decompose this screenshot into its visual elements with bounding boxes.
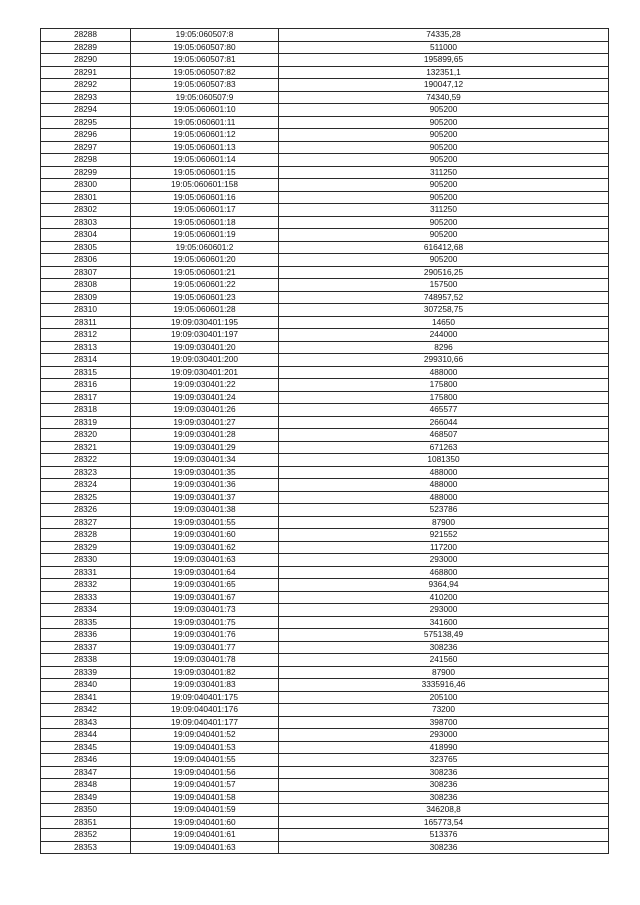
row-number-cell: 28349	[41, 791, 131, 804]
table-row	[41, 316, 609, 329]
row-number-cell: 28304	[41, 229, 131, 242]
row-number-cell: 28342	[41, 704, 131, 717]
row-number-cell: 28328	[41, 529, 131, 542]
table-row	[41, 129, 609, 142]
table-row	[41, 416, 609, 429]
row-number-cell: 28294	[41, 104, 131, 117]
value-cell: 308236	[279, 779, 609, 792]
row-number-cell: 28295	[41, 116, 131, 129]
value-cell: 175800	[279, 379, 609, 392]
table-row	[41, 66, 609, 79]
value-cell: 307258,75	[279, 304, 609, 317]
row-number-cell: 28333	[41, 591, 131, 604]
table-row	[41, 716, 609, 729]
cadastral-number-cell: 19:09:030401:26	[131, 404, 279, 417]
table-row	[41, 641, 609, 654]
table-row	[41, 354, 609, 367]
value-cell: 241560	[279, 654, 609, 667]
row-number-cell: 28325	[41, 491, 131, 504]
row-number-cell: 28321	[41, 441, 131, 454]
value-cell: 341600	[279, 616, 609, 629]
row-number-cell: 28338	[41, 654, 131, 667]
table-row	[41, 754, 609, 767]
value-cell: 87900	[279, 516, 609, 529]
cadastral-number-cell: 19:05:060601:18	[131, 216, 279, 229]
table-row	[41, 91, 609, 104]
row-number-cell: 28331	[41, 566, 131, 579]
table-row	[41, 166, 609, 179]
row-number-cell: 28311	[41, 316, 131, 329]
table-row	[41, 579, 609, 592]
cadastral-number-cell: 19:05:060601:17	[131, 204, 279, 217]
row-number-cell: 28323	[41, 466, 131, 479]
table-row	[41, 229, 609, 242]
table-row	[41, 154, 609, 167]
value-cell: 266044	[279, 416, 609, 429]
cadastral-number-cell: 19:09:030401:34	[131, 454, 279, 467]
table-row	[41, 429, 609, 442]
cadastral-number-cell: 19:05:060601:15	[131, 166, 279, 179]
row-number-cell: 28307	[41, 266, 131, 279]
table-row	[41, 29, 609, 42]
table-row	[41, 504, 609, 517]
table-row	[41, 41, 609, 54]
table-row	[41, 829, 609, 842]
cadastral-number-cell: 19:09:030401:200	[131, 354, 279, 367]
cadastral-number-cell: 19:05:060601:12	[131, 129, 279, 142]
value-cell: 468800	[279, 566, 609, 579]
value-cell: 905200	[279, 216, 609, 229]
cadastral-number-cell: 19:09:030401:35	[131, 466, 279, 479]
cadastral-number-cell: 19:05:060601:22	[131, 279, 279, 292]
row-number-cell: 28344	[41, 729, 131, 742]
cadastral-number-cell: 19:09:030401:60	[131, 529, 279, 542]
cadastral-number-cell: 19:05:060601:11	[131, 116, 279, 129]
cadastral-number-cell: 19:09:030401:27	[131, 416, 279, 429]
table-row	[41, 54, 609, 67]
table-row	[41, 454, 609, 467]
cadastral-number-cell: 19:05:060601:23	[131, 291, 279, 304]
cadastral-number-cell: 19:09:030401:62	[131, 541, 279, 554]
table-row	[41, 741, 609, 754]
table-row	[41, 541, 609, 554]
value-cell: 671263	[279, 441, 609, 454]
table-row	[41, 179, 609, 192]
table-row	[41, 516, 609, 529]
value-cell: 905200	[279, 179, 609, 192]
table-row	[41, 841, 609, 854]
cadastral-number-cell: 19:09:030401:201	[131, 366, 279, 379]
table-row	[41, 679, 609, 692]
value-cell: 74340,59	[279, 91, 609, 104]
cadastral-number-cell: 19:05:060601:21	[131, 266, 279, 279]
table-row	[41, 491, 609, 504]
row-number-cell: 28314	[41, 354, 131, 367]
value-cell: 190047,12	[279, 79, 609, 92]
row-number-cell: 28337	[41, 641, 131, 654]
table-row	[41, 141, 609, 154]
row-number-cell: 28293	[41, 91, 131, 104]
table-row	[41, 104, 609, 117]
cadastral-number-cell: 19:05:060601:10	[131, 104, 279, 117]
row-number-cell: 28330	[41, 554, 131, 567]
table-row	[41, 779, 609, 792]
table-row	[41, 466, 609, 479]
row-number-cell: 28310	[41, 304, 131, 317]
cadastral-number-cell: 19:05:060507:8	[131, 29, 279, 42]
cadastral-number-cell: 19:09:040401:59	[131, 804, 279, 817]
cadastral-number-cell: 19:05:060601:19	[131, 229, 279, 242]
value-cell: 1081350	[279, 454, 609, 467]
cadastral-number-cell: 19:09:040401:55	[131, 754, 279, 767]
cadastral-number-cell: 19:09:030401:82	[131, 666, 279, 679]
cadastral-number-cell: 19:05:060507:83	[131, 79, 279, 92]
table-row	[41, 529, 609, 542]
row-number-cell: 28346	[41, 754, 131, 767]
table-row	[41, 204, 609, 217]
row-number-cell: 28336	[41, 629, 131, 642]
cadastral-number-cell: 19:09:030401:38	[131, 504, 279, 517]
value-cell: 308236	[279, 791, 609, 804]
value-cell: 117200	[279, 541, 609, 554]
row-number-cell: 28347	[41, 766, 131, 779]
value-cell: 513376	[279, 829, 609, 842]
cadastral-number-cell: 19:09:040401:60	[131, 816, 279, 829]
value-cell: 87900	[279, 666, 609, 679]
table-row	[41, 366, 609, 379]
cadastral-number-cell: 19:09:030401:37	[131, 491, 279, 504]
cadastral-number-cell: 19:09:040401:58	[131, 791, 279, 804]
table-row	[41, 279, 609, 292]
row-number-cell: 28290	[41, 54, 131, 67]
value-cell: 346208,8	[279, 804, 609, 817]
value-cell: 398700	[279, 716, 609, 729]
row-number-cell: 28341	[41, 691, 131, 704]
cadastral-number-cell: 19:09:040401:52	[131, 729, 279, 742]
value-cell: 465577	[279, 404, 609, 417]
table-row	[41, 666, 609, 679]
value-cell: 290516,25	[279, 266, 609, 279]
cadastral-number-cell: 19:09:030401:67	[131, 591, 279, 604]
cadastral-number-cell: 19:09:030401:197	[131, 329, 279, 342]
value-cell: 905200	[279, 141, 609, 154]
table-row	[41, 766, 609, 779]
cadastral-number-cell: 19:09:030401:28	[131, 429, 279, 442]
value-cell: 905200	[279, 104, 609, 117]
value-cell: 293000	[279, 729, 609, 742]
cadastral-number-cell: 19:05:060601:2	[131, 241, 279, 254]
table-row	[41, 804, 609, 817]
cadastral-number-cell: 19:09:040401:176	[131, 704, 279, 717]
cadastral-number-cell: 19:05:060507:9	[131, 91, 279, 104]
cadastral-number-cell: 19:05:060601:14	[131, 154, 279, 167]
table-row	[41, 729, 609, 742]
row-number-cell: 28316	[41, 379, 131, 392]
row-number-cell: 28350	[41, 804, 131, 817]
value-cell: 9364,94	[279, 579, 609, 592]
row-number-cell: 28327	[41, 516, 131, 529]
row-number-cell: 28329	[41, 541, 131, 554]
value-cell: 905200	[279, 254, 609, 267]
row-number-cell: 28288	[41, 29, 131, 42]
row-number-cell: 28303	[41, 216, 131, 229]
cadastral-number-cell: 19:09:040401:61	[131, 829, 279, 842]
row-number-cell: 28343	[41, 716, 131, 729]
row-number-cell: 28315	[41, 366, 131, 379]
value-cell: 132351,1	[279, 66, 609, 79]
row-number-cell: 28340	[41, 679, 131, 692]
table-row	[41, 554, 609, 567]
row-number-cell: 28353	[41, 841, 131, 854]
row-number-cell: 28339	[41, 666, 131, 679]
value-cell: 575138,49	[279, 629, 609, 642]
table-row	[41, 241, 609, 254]
row-number-cell: 28324	[41, 479, 131, 492]
cadastral-number-cell: 19:05:060507:82	[131, 66, 279, 79]
table-row	[41, 304, 609, 317]
cadastral-number-cell: 19:09:040401:53	[131, 741, 279, 754]
cadastral-number-cell: 19:09:030401:75	[131, 616, 279, 629]
row-number-cell: 28320	[41, 429, 131, 442]
table-row	[41, 704, 609, 717]
value-cell: 905200	[279, 154, 609, 167]
row-number-cell: 28305	[41, 241, 131, 254]
value-cell: 418990	[279, 741, 609, 754]
value-cell: 8296	[279, 341, 609, 354]
row-number-cell: 28298	[41, 154, 131, 167]
cadastral-number-cell: 19:09:030401:83	[131, 679, 279, 692]
value-cell: 511000	[279, 41, 609, 54]
cadastral-number-cell: 19:05:060601:16	[131, 191, 279, 204]
value-cell: 410200	[279, 591, 609, 604]
table-row	[41, 441, 609, 454]
table-row	[41, 591, 609, 604]
cadastral-number-cell: 19:09:030401:76	[131, 629, 279, 642]
table-row	[41, 654, 609, 667]
value-cell: 308236	[279, 641, 609, 654]
value-cell: 905200	[279, 229, 609, 242]
value-cell: 244000	[279, 329, 609, 342]
table-row	[41, 391, 609, 404]
table-row	[41, 691, 609, 704]
row-number-cell: 28289	[41, 41, 131, 54]
cadastral-number-cell: 19:09:030401:64	[131, 566, 279, 579]
row-number-cell: 28299	[41, 166, 131, 179]
cadastral-number-cell: 19:05:060507:81	[131, 54, 279, 67]
row-number-cell: 28292	[41, 79, 131, 92]
value-cell: 14650	[279, 316, 609, 329]
value-cell: 308236	[279, 766, 609, 779]
value-cell: 73200	[279, 704, 609, 717]
table-row	[41, 379, 609, 392]
value-cell: 3335916,46	[279, 679, 609, 692]
row-number-cell: 28326	[41, 504, 131, 517]
value-cell: 905200	[279, 116, 609, 129]
value-cell: 523786	[279, 504, 609, 517]
row-number-cell: 28319	[41, 416, 131, 429]
cadastral-number-cell: 19:09:030401:29	[131, 441, 279, 454]
value-cell: 905200	[279, 129, 609, 142]
table-row	[41, 191, 609, 204]
table-row	[41, 604, 609, 617]
table-row	[41, 216, 609, 229]
cadastral-number-cell: 19:09:030401:20	[131, 341, 279, 354]
table-row	[41, 341, 609, 354]
table-row	[41, 329, 609, 342]
table-row	[41, 404, 609, 417]
value-cell: 488000	[279, 466, 609, 479]
value-cell: 205100	[279, 691, 609, 704]
value-cell: 905200	[279, 191, 609, 204]
row-number-cell: 28351	[41, 816, 131, 829]
table-row	[41, 629, 609, 642]
row-number-cell: 28335	[41, 616, 131, 629]
row-number-cell: 28302	[41, 204, 131, 217]
cadastral-number-cell: 19:09:030401:78	[131, 654, 279, 667]
row-number-cell: 28309	[41, 291, 131, 304]
value-cell: 308236	[279, 841, 609, 854]
value-cell: 468507	[279, 429, 609, 442]
value-cell: 293000	[279, 554, 609, 567]
value-cell: 157500	[279, 279, 609, 292]
cadastral-number-cell: 19:09:040401:56	[131, 766, 279, 779]
cadastral-number-cell: 19:05:060507:80	[131, 41, 279, 54]
value-cell: 195899,65	[279, 54, 609, 67]
cadastral-number-cell: 19:09:030401:22	[131, 379, 279, 392]
cadastral-number-cell: 19:05:060601:158	[131, 179, 279, 192]
row-number-cell: 28306	[41, 254, 131, 267]
table-body	[41, 29, 609, 854]
cadastral-number-cell: 19:09:040401:63	[131, 841, 279, 854]
cadastral-number-cell: 19:05:060601:13	[131, 141, 279, 154]
value-cell: 488000	[279, 491, 609, 504]
table-row	[41, 79, 609, 92]
value-cell: 165773,54	[279, 816, 609, 829]
table-row	[41, 616, 609, 629]
row-number-cell: 28317	[41, 391, 131, 404]
cadastral-number-cell: 19:09:030401:195	[131, 316, 279, 329]
row-number-cell: 28322	[41, 454, 131, 467]
cadastral-number-cell: 19:05:060601:28	[131, 304, 279, 317]
table-row	[41, 479, 609, 492]
value-cell: 323765	[279, 754, 609, 767]
cadastral-number-cell: 19:05:060601:20	[131, 254, 279, 267]
cadastral-number-cell: 19:09:030401:65	[131, 579, 279, 592]
cadastral-number-cell: 19:09:030401:63	[131, 554, 279, 567]
value-cell: 311250	[279, 166, 609, 179]
table-row	[41, 266, 609, 279]
row-number-cell: 28300	[41, 179, 131, 192]
cadastral-number-cell: 19:09:040401:175	[131, 691, 279, 704]
value-cell: 74335,28	[279, 29, 609, 42]
row-number-cell: 28312	[41, 329, 131, 342]
row-number-cell: 28352	[41, 829, 131, 842]
value-cell: 748957,52	[279, 291, 609, 304]
cadastral-number-cell: 19:09:030401:24	[131, 391, 279, 404]
table-row	[41, 116, 609, 129]
row-number-cell: 28308	[41, 279, 131, 292]
value-cell: 293000	[279, 604, 609, 617]
row-number-cell: 28296	[41, 129, 131, 142]
value-cell: 299310,66	[279, 354, 609, 367]
value-cell: 921552	[279, 529, 609, 542]
row-number-cell: 28291	[41, 66, 131, 79]
value-cell: 311250	[279, 204, 609, 217]
cadastral-number-cell: 19:09:040401:177	[131, 716, 279, 729]
row-number-cell: 28318	[41, 404, 131, 417]
cadastral-value-table	[40, 28, 609, 854]
row-number-cell: 28313	[41, 341, 131, 354]
value-cell: 488000	[279, 479, 609, 492]
table-row	[41, 254, 609, 267]
value-cell: 175800	[279, 391, 609, 404]
cadastral-number-cell: 19:09:030401:77	[131, 641, 279, 654]
value-cell: 616412,68	[279, 241, 609, 254]
table-row	[41, 791, 609, 804]
table-row	[41, 816, 609, 829]
row-number-cell: 28345	[41, 741, 131, 754]
row-number-cell: 28332	[41, 579, 131, 592]
row-number-cell: 28348	[41, 779, 131, 792]
cadastral-number-cell: 19:09:030401:55	[131, 516, 279, 529]
table-row	[41, 566, 609, 579]
cadastral-number-cell: 19:09:040401:57	[131, 779, 279, 792]
cadastral-number-cell: 19:09:030401:73	[131, 604, 279, 617]
value-cell: 488000	[279, 366, 609, 379]
row-number-cell: 28301	[41, 191, 131, 204]
row-number-cell: 28334	[41, 604, 131, 617]
row-number-cell: 28297	[41, 141, 131, 154]
cadastral-number-cell: 19:09:030401:36	[131, 479, 279, 492]
table-row	[41, 291, 609, 304]
